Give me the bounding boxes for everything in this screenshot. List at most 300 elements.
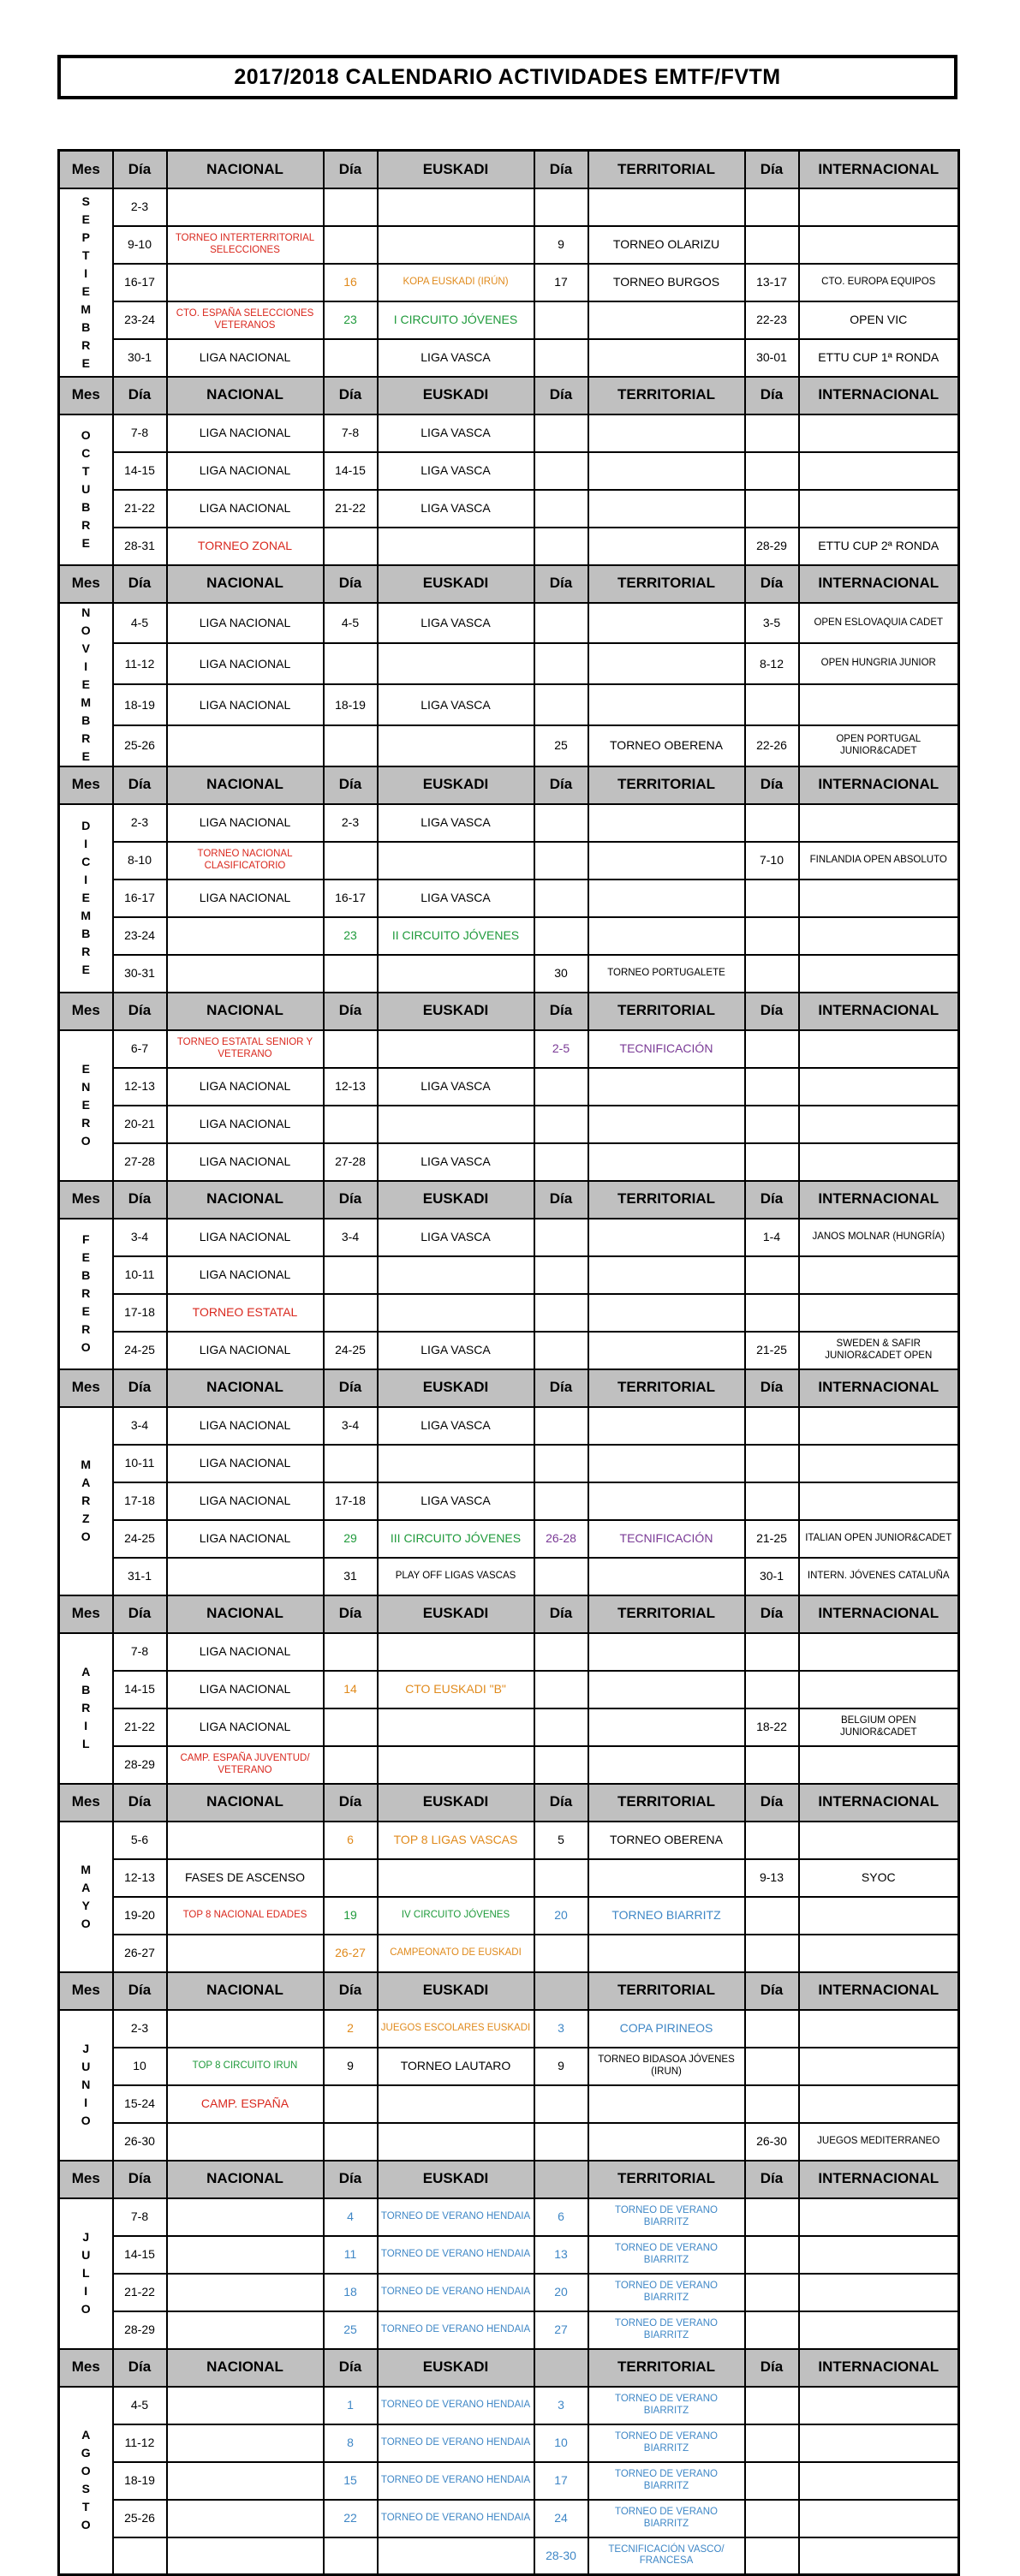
internacional-cell xyxy=(799,452,959,490)
territorial-cell xyxy=(588,880,745,917)
euskadi-cell: CAMPEONATO DE EUSKADI xyxy=(378,1935,534,1972)
territorial-cell xyxy=(588,528,745,565)
month-letter: E xyxy=(81,1062,90,1076)
header-internacional: INTERNACIONAL xyxy=(799,766,959,804)
dia-territorial-cell xyxy=(534,2123,588,2161)
euskadi-cell: LIGA VASCA xyxy=(378,490,534,528)
nacional-cell: LIGA NACIONAL xyxy=(167,1520,324,1558)
territorial-cell xyxy=(588,842,745,880)
month-letter: M xyxy=(81,1458,92,1471)
dia-nacional-cell: 3-4 xyxy=(113,1407,167,1445)
euskadi-cell xyxy=(378,1859,534,1897)
month-letter: O xyxy=(81,2518,91,2532)
internacional-cell xyxy=(799,1068,959,1106)
table-row xyxy=(59,725,959,766)
territorial-cell xyxy=(588,1407,745,1445)
header-dia-territorial: Día xyxy=(534,1784,588,1822)
dia-nacional-cell: 18-19 xyxy=(113,2462,167,2500)
dia-territorial-cell xyxy=(534,1708,588,1746)
nacional-cell: LIGA NACIONAL xyxy=(167,1106,324,1143)
month-letter: O xyxy=(81,1916,91,1930)
dia-territorial-cell xyxy=(534,1482,588,1520)
dia-euskadi-cell xyxy=(324,1746,378,1784)
internacional-cell xyxy=(799,1897,959,1935)
nacional-cell: TORNEO ZONAL xyxy=(167,528,324,565)
month-letter: S xyxy=(81,2482,90,2496)
dia-territorial-cell: 2-5 xyxy=(534,1030,588,1068)
table-row xyxy=(59,264,959,301)
dia-internacional-cell: 9-13 xyxy=(745,1859,799,1897)
nacional-cell: CAMP. ESPAÑA xyxy=(167,2085,324,2123)
header-territorial: TERRITORIAL xyxy=(588,2349,745,2387)
header-mes: Mes xyxy=(59,1181,113,1219)
month-letter: A xyxy=(81,1880,91,1894)
dia-internacional-cell xyxy=(745,2500,799,2537)
dia-internacional-cell xyxy=(745,684,799,725)
table-row xyxy=(59,1219,959,1256)
month-letter: J xyxy=(82,2230,90,2244)
header-internacional: INTERNACIONAL xyxy=(799,377,959,414)
euskadi-cell: LIGA VASCA xyxy=(378,1068,534,1106)
dia-nacional-cell: 5-6 xyxy=(113,1822,167,1859)
euskadi-cell: TOP 8 LIGAS VASCAS xyxy=(378,1822,534,1859)
month-letter: T xyxy=(81,464,90,478)
territorial-cell: TORNEO BIARRITZ xyxy=(588,1897,745,1935)
month-letter: B xyxy=(81,927,91,940)
euskadi-cell: LIGA VASCA xyxy=(378,804,534,842)
dia-territorial-cell: 10 xyxy=(534,2424,588,2462)
header-dia-internacional: Día xyxy=(745,565,799,603)
month-letter: O xyxy=(81,2302,91,2316)
dia-internacional-cell: 18-22 xyxy=(745,1708,799,1746)
dia-nacional-cell: 12-13 xyxy=(113,1068,167,1106)
euskadi-cell xyxy=(378,643,534,684)
internacional-cell xyxy=(799,1106,959,1143)
month-letter: V xyxy=(81,641,90,655)
dia-nacional-cell: 20-21 xyxy=(113,1106,167,1143)
internacional-cell xyxy=(799,804,959,842)
month-letter: O xyxy=(81,623,91,637)
dia-territorial-cell xyxy=(534,414,588,452)
dia-territorial-cell: 24 xyxy=(534,2500,588,2537)
internacional-cell xyxy=(799,2500,959,2537)
nacional-cell xyxy=(167,2462,324,2500)
header-territorial: TERRITORIAL xyxy=(588,1784,745,1822)
dia-euskadi-cell: 18 xyxy=(324,2274,378,2311)
month-letter: F xyxy=(81,1232,90,1246)
nacional-cell: LIGA NACIONAL xyxy=(167,1256,324,1294)
month-letter: M xyxy=(81,909,92,922)
territorial-cell xyxy=(588,339,745,377)
header-dia-euskadi: Día xyxy=(324,2349,378,2387)
dia-internacional-cell xyxy=(745,1106,799,1143)
month-letter: O xyxy=(81,1134,91,1148)
euskadi-cell: KOPA EUSKADI (IRÚN) xyxy=(378,264,534,301)
month-header-row xyxy=(59,1972,959,2010)
dia-euskadi-cell xyxy=(324,1633,378,1671)
header-nacional: NACIONAL xyxy=(167,1181,324,1219)
header-internacional: INTERNACIONAL xyxy=(799,1369,959,1407)
euskadi-cell: LIGA VASCA xyxy=(378,414,534,452)
header-dia-nacional: Día xyxy=(113,151,167,188)
dia-nacional-cell: 21-22 xyxy=(113,2274,167,2311)
nacional-cell xyxy=(167,1822,324,1859)
table-row xyxy=(59,226,959,264)
header-euskadi: EUSKADI xyxy=(378,766,534,804)
dia-nacional-cell: 11-12 xyxy=(113,2424,167,2462)
table-row xyxy=(59,1482,959,1520)
internacional-cell xyxy=(799,2537,959,2575)
month-letter: R xyxy=(81,337,91,352)
dia-internacional-cell xyxy=(745,226,799,264)
euskadi-cell xyxy=(378,2537,534,2575)
dia-internacional-cell xyxy=(745,1633,799,1671)
dia-internacional-cell xyxy=(745,452,799,490)
header-mes: Mes xyxy=(59,1369,113,1407)
dia-euskadi-cell: 8 xyxy=(324,2424,378,2462)
month-letter: Z xyxy=(81,1512,90,1525)
dia-nacional-cell: 24-25 xyxy=(113,1520,167,1558)
header-internacional: INTERNACIONAL xyxy=(799,1784,959,1822)
header-dia-euskadi: Día xyxy=(324,377,378,414)
header-mes: Mes xyxy=(59,2349,113,2387)
month-label-marzo xyxy=(59,1407,113,1595)
month-letter: E xyxy=(81,212,90,226)
header-mes: Mes xyxy=(59,151,113,188)
table-row xyxy=(59,1859,959,1897)
dia-territorial-cell xyxy=(534,1294,588,1332)
month-letter: R xyxy=(81,730,91,745)
month-label-septiembre xyxy=(59,188,113,377)
dia-internacional-cell xyxy=(745,2198,799,2236)
dia-internacional-cell xyxy=(745,2010,799,2048)
internacional-cell: ETTU CUP 2ª RONDA xyxy=(799,528,959,565)
header-territorial: TERRITORIAL xyxy=(588,993,745,1030)
header-dia-internacional: Día xyxy=(745,1972,799,2010)
territorial-cell xyxy=(588,490,745,528)
month-letter: O xyxy=(81,1530,91,1543)
dia-territorial-cell xyxy=(534,1859,588,1897)
dia-nacional-cell: 21-22 xyxy=(113,1708,167,1746)
dia-nacional-cell: 14-15 xyxy=(113,452,167,490)
territorial-cell xyxy=(588,1256,745,1294)
dia-internacional-cell xyxy=(745,2085,799,2123)
internacional-cell xyxy=(799,2048,959,2085)
euskadi-cell xyxy=(378,1256,534,1294)
month-letter: R xyxy=(81,1701,91,1714)
dia-euskadi-cell: 31 xyxy=(324,1558,378,1595)
header-dia-internacional: Día xyxy=(745,766,799,804)
header-dia-territorial xyxy=(534,1972,588,2010)
internacional-cell xyxy=(799,2198,959,2236)
nacional-cell: LIGA NACIONAL xyxy=(167,1708,324,1746)
territorial-cell xyxy=(588,452,745,490)
dia-territorial-cell xyxy=(534,1935,588,1972)
nacional-cell: LIGA NACIONAL xyxy=(167,1068,324,1106)
table-row xyxy=(59,643,959,684)
internacional-cell xyxy=(799,2387,959,2424)
territorial-cell xyxy=(588,1106,745,1143)
territorial-cell: TECNIFICACIÓN xyxy=(588,1520,745,1558)
month-letter: T xyxy=(81,2500,90,2514)
territorial-cell xyxy=(588,1708,745,1746)
dia-nacional-cell: 14-15 xyxy=(113,1671,167,1708)
month-header-row xyxy=(59,766,959,804)
dia-territorial-cell: 27 xyxy=(534,2311,588,2349)
dia-euskadi-cell xyxy=(324,842,378,880)
dia-internacional-cell: 3-5 xyxy=(745,603,799,644)
dia-euskadi-cell: 21-22 xyxy=(324,490,378,528)
table-row xyxy=(59,1671,959,1708)
dia-euskadi-cell: 14 xyxy=(324,1671,378,1708)
nacional-cell: LIGA NACIONAL xyxy=(167,1445,324,1482)
dia-nacional-cell: 18-19 xyxy=(113,684,167,725)
dia-internacional-cell xyxy=(745,1143,799,1181)
header-dia-nacional: Día xyxy=(113,377,167,414)
dia-territorial-cell: 3 xyxy=(534,2387,588,2424)
month-letter: B xyxy=(81,713,91,727)
dia-euskadi-cell xyxy=(324,1294,378,1332)
dia-territorial-cell xyxy=(534,490,588,528)
territorial-cell: TECNIFICACIÓN VASCO/ FRANCESA xyxy=(588,2537,745,2575)
header-mes: Mes xyxy=(59,377,113,414)
dia-euskadi-cell: 19 xyxy=(324,1897,378,1935)
dia-territorial-cell xyxy=(534,528,588,565)
internacional-cell xyxy=(799,1407,959,1445)
dia-internacional-cell xyxy=(745,2048,799,2085)
internacional-cell xyxy=(799,2236,959,2274)
territorial-cell xyxy=(588,603,745,644)
table-row xyxy=(59,414,959,452)
nacional-cell: TORNEO ESTATAL xyxy=(167,1294,324,1332)
dia-euskadi-cell: 3-4 xyxy=(324,1219,378,1256)
table-row xyxy=(59,452,959,490)
header-dia-nacional: Día xyxy=(113,1972,167,2010)
dia-internacional-cell xyxy=(745,1482,799,1520)
nacional-cell xyxy=(167,2010,324,2048)
euskadi-cell xyxy=(378,842,534,880)
euskadi-cell xyxy=(378,1708,534,1746)
internacional-cell xyxy=(799,2311,959,2349)
euskadi-cell xyxy=(378,1294,534,1332)
internacional-cell xyxy=(799,1256,959,1294)
territorial-cell xyxy=(588,2085,745,2123)
dia-euskadi-cell xyxy=(324,2123,378,2161)
euskadi-cell: PLAY OFF LIGAS VASCAS xyxy=(378,1558,534,1595)
territorial-cell xyxy=(588,414,745,452)
dia-internacional-cell xyxy=(745,1294,799,1332)
header-euskadi: EUSKADI xyxy=(378,565,534,603)
internacional-cell xyxy=(799,2424,959,2462)
header-internacional: INTERNACIONAL xyxy=(799,2161,959,2198)
euskadi-cell: I CIRCUITO JÓVENES xyxy=(378,301,534,339)
month-letter: R xyxy=(81,1286,91,1300)
dia-nacional-cell: 30-31 xyxy=(113,955,167,993)
dia-internacional-cell xyxy=(745,414,799,452)
dia-territorial-cell xyxy=(534,1256,588,1294)
header-dia-internacional: Día xyxy=(745,377,799,414)
internacional-cell: BELGIUM OPEN JUNIOR&CADET xyxy=(799,1708,959,1746)
dia-euskadi-cell: 2 xyxy=(324,2010,378,2048)
dia-territorial-cell xyxy=(534,188,588,226)
dia-nacional-cell: 19-20 xyxy=(113,1897,167,1935)
dia-nacional-cell: 7-8 xyxy=(113,2198,167,2236)
dia-nacional-cell: 28-29 xyxy=(113,1746,167,1784)
dia-internacional-cell: 30-01 xyxy=(745,339,799,377)
internacional-cell xyxy=(799,188,959,226)
dia-nacional-cell: 10-11 xyxy=(113,1256,167,1294)
dia-territorial-cell: 25 xyxy=(534,725,588,766)
calendar-table xyxy=(57,149,960,2576)
internacional-cell xyxy=(799,1445,959,1482)
euskadi-cell: TORNEO DE VERANO HENDAIA xyxy=(378,2424,534,2462)
internacional-cell: JANOS MOLNAR (HUNGRÍA) xyxy=(799,1219,959,1256)
table-row xyxy=(59,1633,959,1671)
header-nacional: NACIONAL xyxy=(167,151,324,188)
dia-euskadi-cell xyxy=(324,2537,378,2575)
header-territorial: TERRITORIAL xyxy=(588,151,745,188)
dia-territorial-cell: 20 xyxy=(534,2274,588,2311)
header-euskadi: EUSKADI xyxy=(378,2349,534,2387)
dia-nacional-cell: 16-17 xyxy=(113,880,167,917)
table-row xyxy=(59,2387,959,2424)
header-dia-territorial: Día xyxy=(534,1595,588,1633)
month-letter: L xyxy=(81,2266,90,2280)
month-letter: R xyxy=(81,945,91,958)
dia-territorial-cell xyxy=(534,842,588,880)
nacional-cell xyxy=(167,2311,324,2349)
internacional-cell: INTERN. JÓVENES CATALUÑA xyxy=(799,1558,959,1595)
header-dia-nacional: Día xyxy=(113,1784,167,1822)
month-header-row xyxy=(59,565,959,603)
month-letter: D xyxy=(81,819,91,832)
dia-internacional-cell xyxy=(745,2387,799,2424)
territorial-cell: TECNIFICACIÓN xyxy=(588,1030,745,1068)
header-internacional: INTERNACIONAL xyxy=(799,565,959,603)
euskadi-cell xyxy=(378,2085,534,2123)
euskadi-cell: CTO EUSKADI "B" xyxy=(378,1671,534,1708)
territorial-cell: TORNEO DE VERANO BIARRITZ xyxy=(588,2500,745,2537)
internacional-cell: ETTU CUP 1ª RONDA xyxy=(799,339,959,377)
dia-internacional-cell xyxy=(745,188,799,226)
header-nacional: NACIONAL xyxy=(167,2161,324,2198)
territorial-cell: TORNEO OLARIZU xyxy=(588,226,745,264)
dia-nacional-cell xyxy=(113,2537,167,2575)
dia-territorial-cell: 3 xyxy=(534,2010,588,2048)
euskadi-cell xyxy=(378,2123,534,2161)
dia-territorial-cell: 26-28 xyxy=(534,1520,588,1558)
nacional-cell: TORNEO ESTATAL SENIOR Y VETERANO xyxy=(167,1030,324,1068)
territorial-cell: TORNEO DE VERANO BIARRITZ xyxy=(588,2311,745,2349)
dia-territorial-cell xyxy=(534,1068,588,1106)
header-euskadi: EUSKADI xyxy=(378,1181,534,1219)
table-row xyxy=(59,188,959,226)
nacional-cell xyxy=(167,1935,324,1972)
dia-territorial-cell: 17 xyxy=(534,264,588,301)
month-header-row xyxy=(59,993,959,1030)
dia-internacional-cell xyxy=(745,1746,799,1784)
month-letter: E xyxy=(81,1250,90,1264)
nacional-cell: TORNEO INTERTERRITORIAL SELECCIONES xyxy=(167,226,324,264)
month-letter: N xyxy=(81,605,91,619)
dia-internacional-cell: 1-4 xyxy=(745,1219,799,1256)
table-row xyxy=(59,2123,959,2161)
month-letter: R xyxy=(81,1494,91,1507)
table-row xyxy=(59,880,959,917)
header-dia-euskadi: Día xyxy=(324,1972,378,2010)
nacional-cell: LIGA NACIONAL xyxy=(167,339,324,377)
euskadi-cell: LIGA VASCA xyxy=(378,339,534,377)
euskadi-cell: IV CIRCUITO JÓVENES xyxy=(378,1897,534,1935)
table-row xyxy=(59,1897,959,1935)
month-header-row xyxy=(59,1181,959,1219)
dia-territorial-cell: 13 xyxy=(534,2236,588,2274)
euskadi-cell: LIGA VASCA xyxy=(378,452,534,490)
dia-nacional-cell: 8-10 xyxy=(113,842,167,880)
euskadi-cell: TORNEO DE VERANO HENDAIA xyxy=(378,2462,534,2500)
header-dia-euskadi: Día xyxy=(324,766,378,804)
nacional-cell: LIGA NACIONAL xyxy=(167,1482,324,1520)
territorial-cell xyxy=(588,1294,745,1332)
month-letter: A xyxy=(81,1665,91,1679)
nacional-cell: CAMP. ESPAÑA JUVENTUD/ VETERANO xyxy=(167,1746,324,1784)
header-dia-territorial: Día xyxy=(534,151,588,188)
table-row xyxy=(59,1030,959,1068)
euskadi-cell xyxy=(378,1633,534,1671)
internacional-cell xyxy=(799,1935,959,1972)
dia-nacional-cell: 15-24 xyxy=(113,2085,167,2123)
nacional-cell xyxy=(167,955,324,993)
table-row xyxy=(59,1935,959,1972)
territorial-cell: TORNEO OBERENA xyxy=(588,725,745,766)
dia-territorial-cell xyxy=(534,301,588,339)
dia-euskadi-cell: 26-27 xyxy=(324,1935,378,1972)
dia-nacional-cell: 25-26 xyxy=(113,725,167,766)
internacional-cell xyxy=(799,1746,959,1784)
table-row xyxy=(59,603,959,644)
header-dia-territorial: Día xyxy=(534,565,588,603)
header-dia-euskadi: Día xyxy=(324,1595,378,1633)
dia-territorial-cell xyxy=(534,1106,588,1143)
header-dia-internacional: Día xyxy=(745,1369,799,1407)
table-row xyxy=(59,684,959,725)
dia-internacional-cell xyxy=(745,1256,799,1294)
table-row xyxy=(59,1445,959,1482)
dia-nacional-cell: 17-18 xyxy=(113,1482,167,1520)
nacional-cell: LIGA NACIONAL xyxy=(167,1219,324,1256)
table-row xyxy=(59,917,959,955)
euskadi-cell: III CIRCUITO JÓVENES xyxy=(378,1520,534,1558)
dia-territorial-cell xyxy=(534,1332,588,1369)
header-dia-euskadi: Día xyxy=(324,151,378,188)
euskadi-cell xyxy=(378,188,534,226)
nacional-cell xyxy=(167,2537,324,2575)
euskadi-cell: TORNEO DE VERANO HENDAIA xyxy=(378,2198,534,2236)
internacional-cell xyxy=(799,1482,959,1520)
table-row xyxy=(59,1407,959,1445)
month-letter: I xyxy=(84,873,88,886)
dia-internacional-cell: 22-23 xyxy=(745,301,799,339)
month-letter: O xyxy=(81,1340,91,1354)
table-row xyxy=(59,528,959,565)
internacional-cell: OPEN VIC xyxy=(799,301,959,339)
header-internacional: INTERNACIONAL xyxy=(799,1181,959,1219)
month-label-febrero xyxy=(59,1219,113,1369)
nacional-cell: LIGA NACIONAL xyxy=(167,1633,324,1671)
euskadi-cell xyxy=(378,955,534,993)
euskadi-cell: II CIRCUITO JÓVENES xyxy=(378,917,534,955)
internacional-cell xyxy=(799,490,959,528)
